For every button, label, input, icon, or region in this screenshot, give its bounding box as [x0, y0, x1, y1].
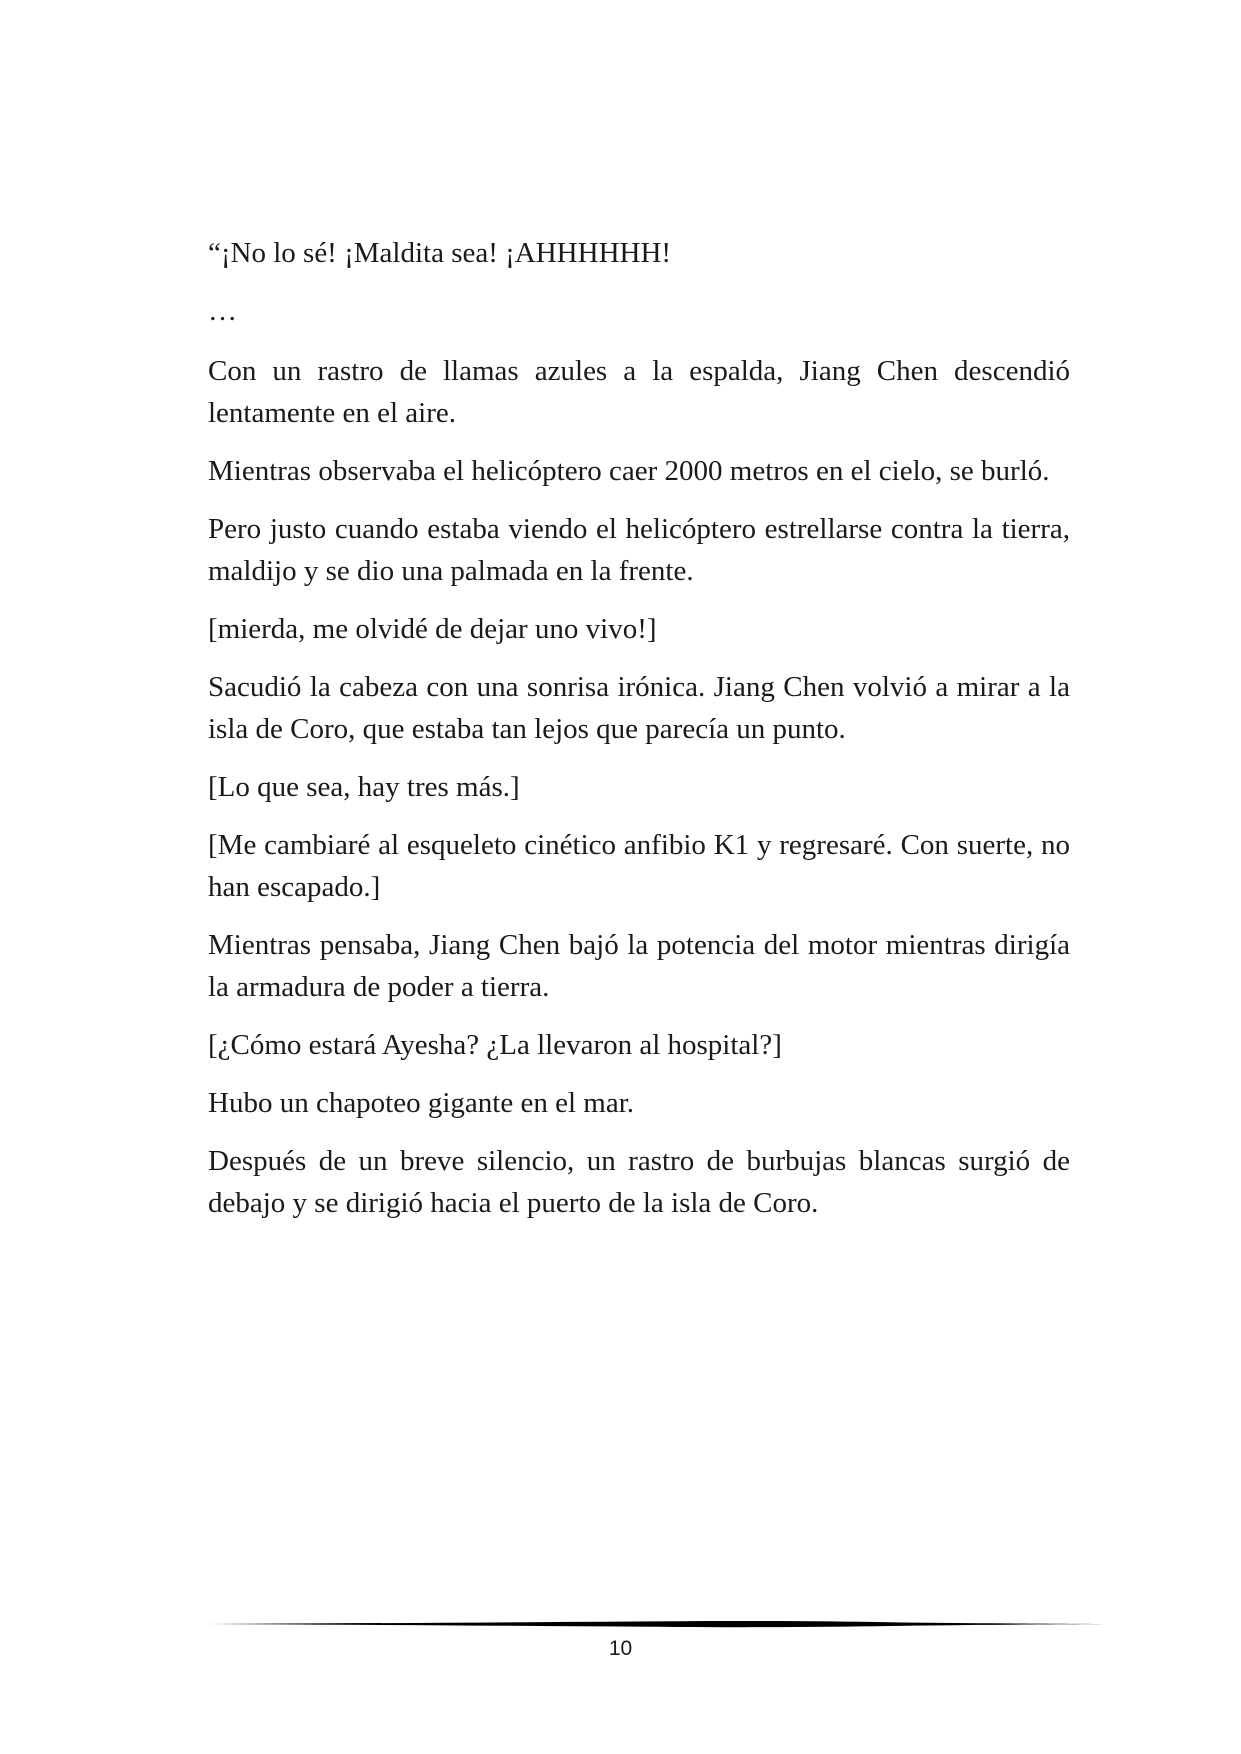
paragraph: [Lo que sea, hay tres más.]	[208, 771, 520, 803]
page-number: 10	[608, 1637, 633, 1660]
paragraph: [mierda, me olvidé de dejar uno vivo!]	[208, 613, 657, 645]
paragraph: Hubo un chapoteo gigante en el mar.	[208, 1087, 635, 1119]
paragraph: Pero justo cuando estaba viendo el helicóptero estrellarse contra la tierra, maldijo y se dio una palmada en la frente.	[208, 513, 1070, 587]
paragraph: [Me cambiaré al esqueleto cinético anfibio K1 y regresaré. Con suerte, no han escapado.]	[208, 829, 1070, 903]
paragraph: Sacudió la cabeza con una sonrisa irónica. Jiang Chen volvió a mirar a la isla de Coro, que estaba tan lejos que parecía un punto.	[208, 671, 1070, 745]
paragraph: …	[208, 295, 237, 327]
paragraph: Mientras observaba el helicóptero caer 2000 metros en el cielo, se burló.	[208, 455, 1050, 487]
body-text	[208, 232, 1070, 1240]
paragraph: Con un rastro de llamas azules a la espalda, Jiang Chen descendió lentamente en el aire.	[208, 355, 1070, 429]
paragraph: Después de un breve silencio, un rastro de burbujas blancas surgió de debajo y se dirigió hacia el puerto de la isla de Coro.	[208, 1145, 1070, 1219]
footer-divider-swash	[208, 1621, 1113, 1627]
footer-divider	[208, 1616, 1113, 1632]
paragraph: [¿Cómo estará Ayesha? ¿La llevaron al hospital?]	[208, 1029, 782, 1061]
paragraph: Mientras pensaba, Jiang Chen bajó la potencia del motor mientras dirigía la armadura de poder a tierra.	[208, 929, 1070, 1003]
paragraph: “¡No lo sé! ¡Maldita sea! ¡AHHHHHH!	[208, 237, 672, 269]
